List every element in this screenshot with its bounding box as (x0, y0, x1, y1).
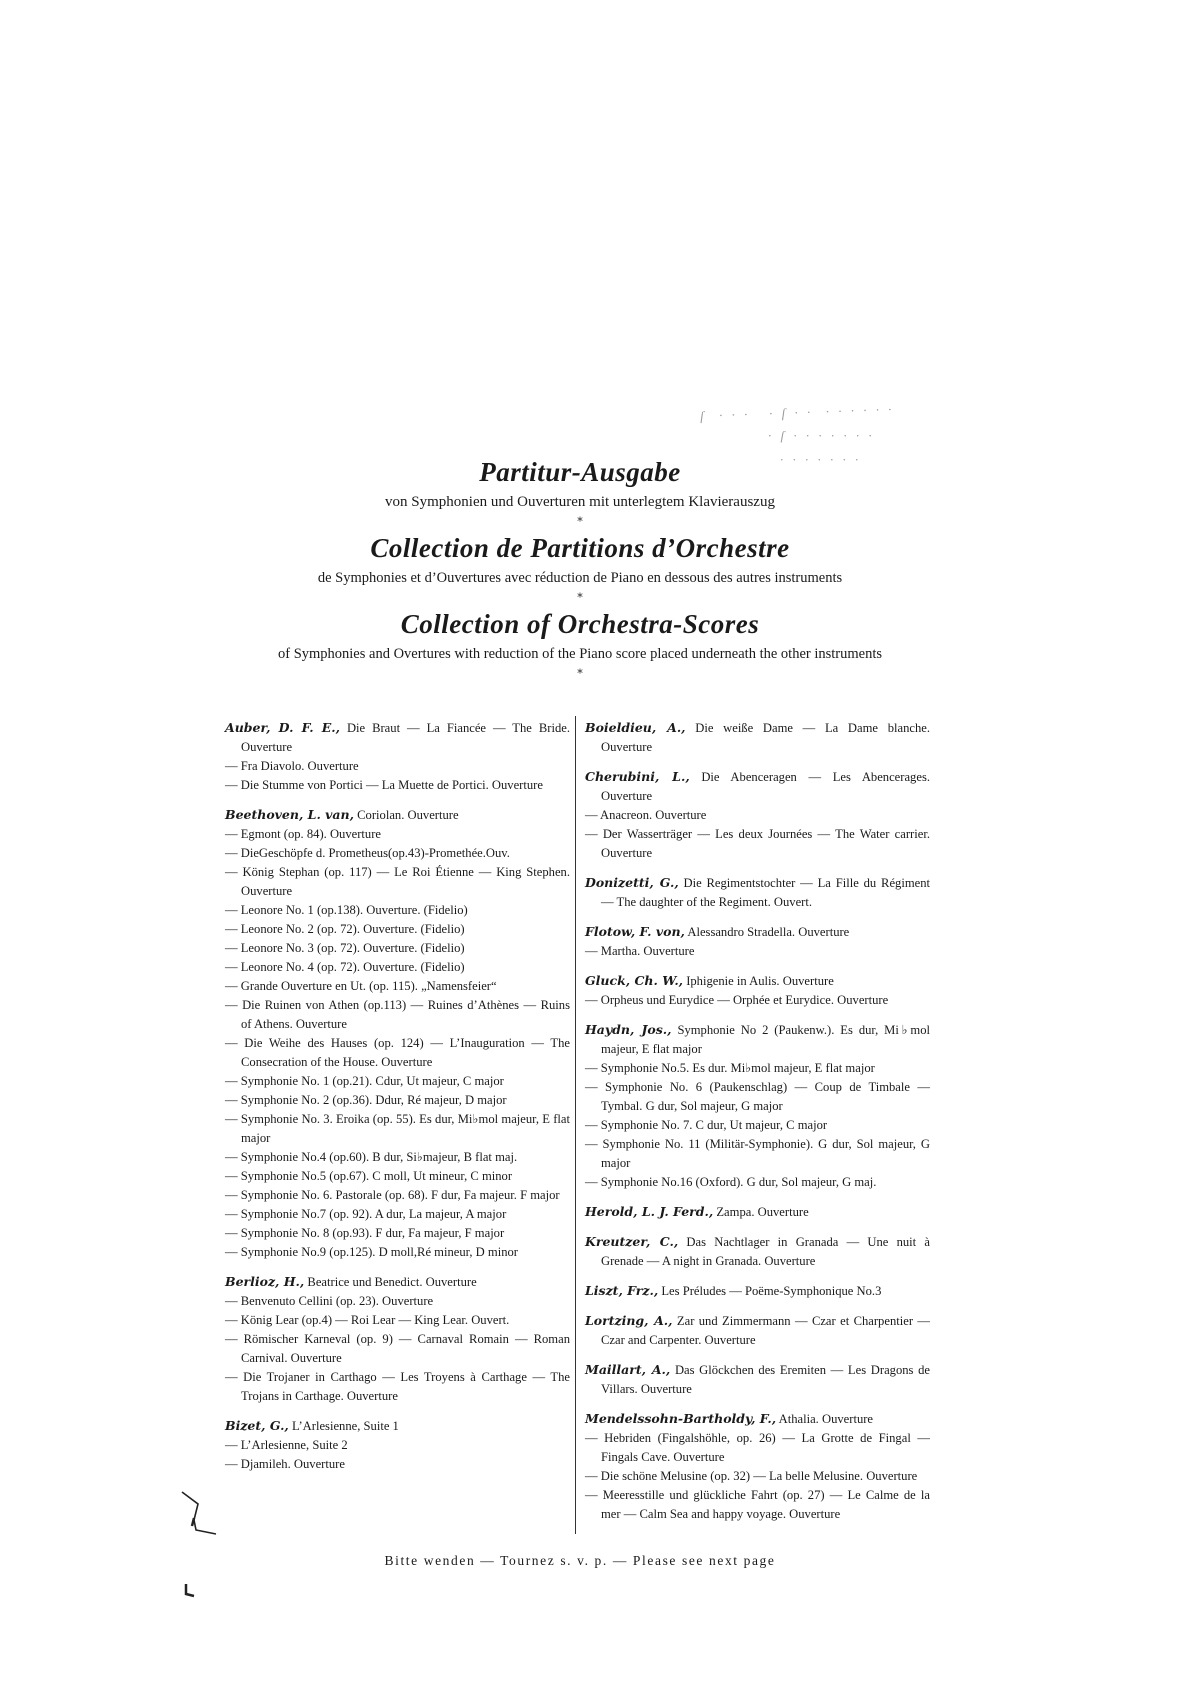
catalog-entry: — König Stephan (op. 117) — Le Roi Étienne — King Stephen. Ouverture (225, 865, 570, 898)
french-title: Collection de Partitions d’Orchestre (370, 533, 790, 563)
composer-block (585, 1232, 930, 1271)
work-title: Das Glöckchen des Eremiten — Les Dragons de Villars. Ouverture (601, 1363, 930, 1396)
catalog-entry: — Leonore No. 2 (op. 72). Ouverture. (Fidelio) (225, 922, 465, 936)
work-title: Beatrice und Benedict. Ouverture (307, 1275, 477, 1289)
catalog-entry: — Symphonie No. 3. Eroika (op. 55). Es dur, Mi♭mol majeur, E flat major (225, 1112, 570, 1145)
work-title: Das Nachtlager in Granada — Une nuit à Grenade — A night in Granada. Ouverture (601, 1235, 930, 1268)
catalog-entry: — Symphonie No. 11 (Militär-Symphonie). G dur, Sol majeur, G major (585, 1137, 930, 1170)
composer-name: Bizet, G., (225, 1418, 289, 1433)
catalog-entry (585, 1281, 930, 1301)
pencil-annotation: ſ · · · · ſ · · · · · · · · (699, 401, 895, 424)
separator-star: * (577, 667, 583, 680)
catalog-entry: — DieGeschöpfe d. Prometheus(op.43)-Promethée.Ouv. (225, 846, 510, 860)
work-title: Die Regimentstochter — La Fille du Régiment — The daughter of the Regiment. Ouvert. (601, 876, 931, 909)
composer-name: Boieldieu, A., (585, 720, 686, 735)
catalog-entry (585, 1311, 930, 1350)
composer-name: Auber, D. F. E., (225, 720, 340, 735)
left-column (225, 718, 570, 1484)
pencil-annotation-3: · · · · · · · (780, 452, 862, 467)
catalog-entry: — Symphonie No.4 (op.60). B dur, Si♭majeur, B flat maj. (225, 1150, 518, 1164)
composer-block (585, 922, 930, 961)
catalog-entry: — Die schöne Melusine (op. 32) — La belle Melusine. Ouverture (585, 1469, 918, 1483)
margin-ink-mark (180, 1490, 240, 1600)
composer-block (585, 1409, 930, 1524)
composer-block (585, 1202, 930, 1222)
separator-star: * (577, 591, 583, 604)
work-title: Zar und Zimmermann — Czar et Charpentier — Czar and Carpenter. Ouverture (601, 1314, 930, 1347)
composer-block (585, 1360, 930, 1399)
work-title: Iphigenie in Aulis. Ouverture (686, 974, 834, 988)
composer-block (585, 718, 930, 757)
composer-name: Cherubini, L., (585, 769, 690, 784)
composer-block (585, 873, 930, 912)
catalog-entry: — Symphonie No. 6 (Paukenschlag) — Coup de Timbale — Tymbal. G dur, Sol majeur, G major (585, 1080, 930, 1113)
catalog-entry: — Römischer Karneval (op. 9) — Carnaval Romain — Roman Carnival. Ouverture (225, 1332, 570, 1365)
composer-block (225, 1416, 570, 1474)
catalog-entry: — Symphonie No.16 (Oxford). G dur, Sol majeur, G maj. (585, 1175, 877, 1189)
catalog-entry: — Symphonie No. 8 (op.93). F dur, Fa majeur, F major (225, 1226, 505, 1240)
catalog-entry: — Symphonie No.5 (op.67). C moll, Ut mineur, C minor (225, 1169, 513, 1183)
composer-block (585, 1281, 930, 1301)
catalog-entry: — Meeresstille und glückliche Fahrt (op. 27) — Le Calme de la mer — Calm Sea and happy voyage. Ouverture (585, 1488, 930, 1521)
composer-name: Maillart, A., (585, 1362, 671, 1377)
catalog-entry (585, 1232, 930, 1271)
column-divider (575, 716, 576, 1534)
catalog-entry: — König Lear (op.4) — Roi Lear — King Lear. Ouvert. (225, 1313, 510, 1327)
work-title: Athalia. Ouverture (778, 1412, 874, 1426)
catalog-entry (585, 922, 930, 942)
work-title: Die Abenceragen — Les Abencerages. Ouverture (601, 770, 930, 803)
composer-name: Flotow, F. von, (585, 924, 685, 939)
catalog-entry: — Djamileh. Ouverture (225, 1457, 345, 1471)
catalog-entry (585, 1202, 930, 1222)
composer-name: Lortzing, A., (585, 1313, 673, 1328)
catalog-entry (585, 1409, 930, 1429)
catalog-entry: — Der Wasserträger — Les deux Journées — The Water carrier. Ouverture (585, 827, 930, 860)
catalog-entry: — Symphonie No. 6. Pastorale (op. 68). F dur, Fa majeur. F major (225, 1188, 560, 1202)
composer-block (225, 805, 570, 1262)
work-title: Zampa. Ouverture (716, 1205, 809, 1219)
catalog-entry: — Anacreon. Ouverture (585, 808, 707, 822)
work-title: Les Préludes — Poëme-Symphonique No.3 (661, 1284, 882, 1298)
catalog-entry: — Symphonie No. 1 (op.21). Cdur, Ut majeur, C major (225, 1074, 504, 1088)
composer-block (585, 971, 930, 1010)
composer-name: Herold, L. J. Ferd., (585, 1204, 714, 1219)
composer-block (585, 767, 930, 863)
catalog-entry: — Grande Ouverture en Ut. (op. 115). „Namensfeier“ (225, 979, 497, 993)
catalog-entry: — L’Arlesienne, Suite 2 (225, 1438, 348, 1452)
right-column (585, 718, 930, 1534)
catalog-entry (585, 1020, 930, 1059)
catalog-entry: — Symphonie No.7 (op. 92). A dur, La majeur, A major (225, 1207, 507, 1221)
catalog-entry (585, 1360, 930, 1399)
catalog-entry: — Symphonie No.9 (op.125). D moll,Ré mineur, D minor (225, 1245, 518, 1259)
composer-name: Beethoven, L. van, (225, 807, 354, 822)
composer-block (225, 718, 570, 795)
composer-name: Haydn, Jos., (585, 1022, 672, 1037)
catalog-entry (585, 873, 930, 912)
catalog-entry: — Leonore No. 4 (op. 72). Ouverture. (Fidelio) (225, 960, 465, 974)
catalog-entry (225, 1416, 570, 1436)
title-block (200, 455, 960, 683)
catalog-entry: — Symphonie No.5. Es dur. Mi♭mol majeur, E flat major (585, 1061, 875, 1075)
catalog-entry: — Martha. Ouverture (585, 944, 695, 958)
separator-star: * (577, 515, 583, 528)
work-title: Symphonie No 2 (Paukenw.). Es dur, Mi♭mol majeur, E flat major (601, 1023, 930, 1056)
catalog-entry: — Egmont (op. 84). Ouverture (225, 827, 381, 841)
composer-name: Gluck, Ch. W., (585, 973, 684, 988)
composer-name: Donizetti, G., (585, 875, 679, 890)
catalog-entry: — Hebriden (Fingalshöhle, op. 26) — La Grotte de Fingal — Fingals Cave. Ouverture (585, 1431, 930, 1464)
catalog-entry: — Fra Diavolo. Ouverture (225, 759, 359, 773)
catalog-entry: — Leonore No. 1 (op.138). Ouverture. (Fidelio) (225, 903, 468, 917)
catalog-entry (585, 718, 930, 757)
work-title: Die Braut — La Fiancée — The Bride. Ouverture (241, 721, 570, 754)
catalog-entry: — Orpheus und Eurydice — Orphée et Eurydice. Ouverture (585, 993, 889, 1007)
german-title: Partitur-Ausgabe (479, 457, 681, 487)
english-title: Collection of Orchestra-Scores (400, 609, 760, 639)
catalog-entry: — Die Ruinen von Athen (op.113) — Ruines d’Athènes — Ruins of Athens. Ouverture (225, 998, 570, 1031)
work-title: L’Arlesienne, Suite 1 (291, 1419, 399, 1433)
pencil-annotation-2: · ſ · · · · · · · (768, 428, 875, 443)
catalog-entry: — Symphonie No. 2 (op.36). Ddur, Ré majeur, D major (225, 1093, 507, 1107)
catalog-entry: — Benvenuto Cellini (op. 23). Ouverture (225, 1294, 434, 1308)
composer-name: Berlioz, H., (225, 1274, 305, 1289)
catalog-entry (225, 718, 570, 757)
catalog-entry: — Die Stumme von Portici — La Muette de Portici. Ouverture (225, 778, 543, 792)
composer-block (585, 1311, 930, 1350)
catalog-entry: — Die Trojaner in Carthago — Les Troyens à Carthage — The Trojans in Carthage. Ouverture (225, 1370, 570, 1403)
catalog-entry: — Die Weihe des Hauses (op. 124) — L’Inauguration — The Consecration of the House. Ouverture (225, 1036, 570, 1069)
composer-block (585, 1020, 930, 1192)
catalog-entry (225, 1272, 570, 1292)
composer-name: Kreutzer, C., (585, 1234, 679, 1249)
catalog-entry (585, 767, 930, 806)
composer-name: Liszt, Frz., (585, 1283, 659, 1298)
work-title: Alessandro Stradella. Ouverture (687, 925, 850, 939)
catalog-entry (585, 971, 930, 991)
german-subtitle: von Symphonien und Ouverturen mit unterlegtem Klavierauszug (385, 494, 775, 510)
catalog-entry: — Symphonie No. 7. C dur, Ut majeur, C major (585, 1118, 828, 1132)
composer-block (225, 1272, 570, 1406)
catalog-entry (225, 805, 570, 825)
work-title: Coriolan. Ouverture (357, 808, 459, 822)
french-subtitle: de Symphonies et d’Ouvertures avec réduction de Piano en dessous des autres instruments (317, 570, 843, 586)
work-title: Die weiße Dame — La Dame blanche. Ouverture (601, 721, 930, 754)
english-subtitle: of Symphonies and Overtures with reduction of the Piano score placed underneath the other instruments (277, 646, 882, 662)
footer-note: Bitte wenden — Tournez s. v. p. — Please see next page (384, 1553, 776, 1568)
catalog-entry: — Leonore No. 3 (op. 72). Ouverture. (Fidelio) (225, 941, 465, 955)
composer-name: Mendelssohn-Bartholdy, F., (585, 1411, 777, 1426)
